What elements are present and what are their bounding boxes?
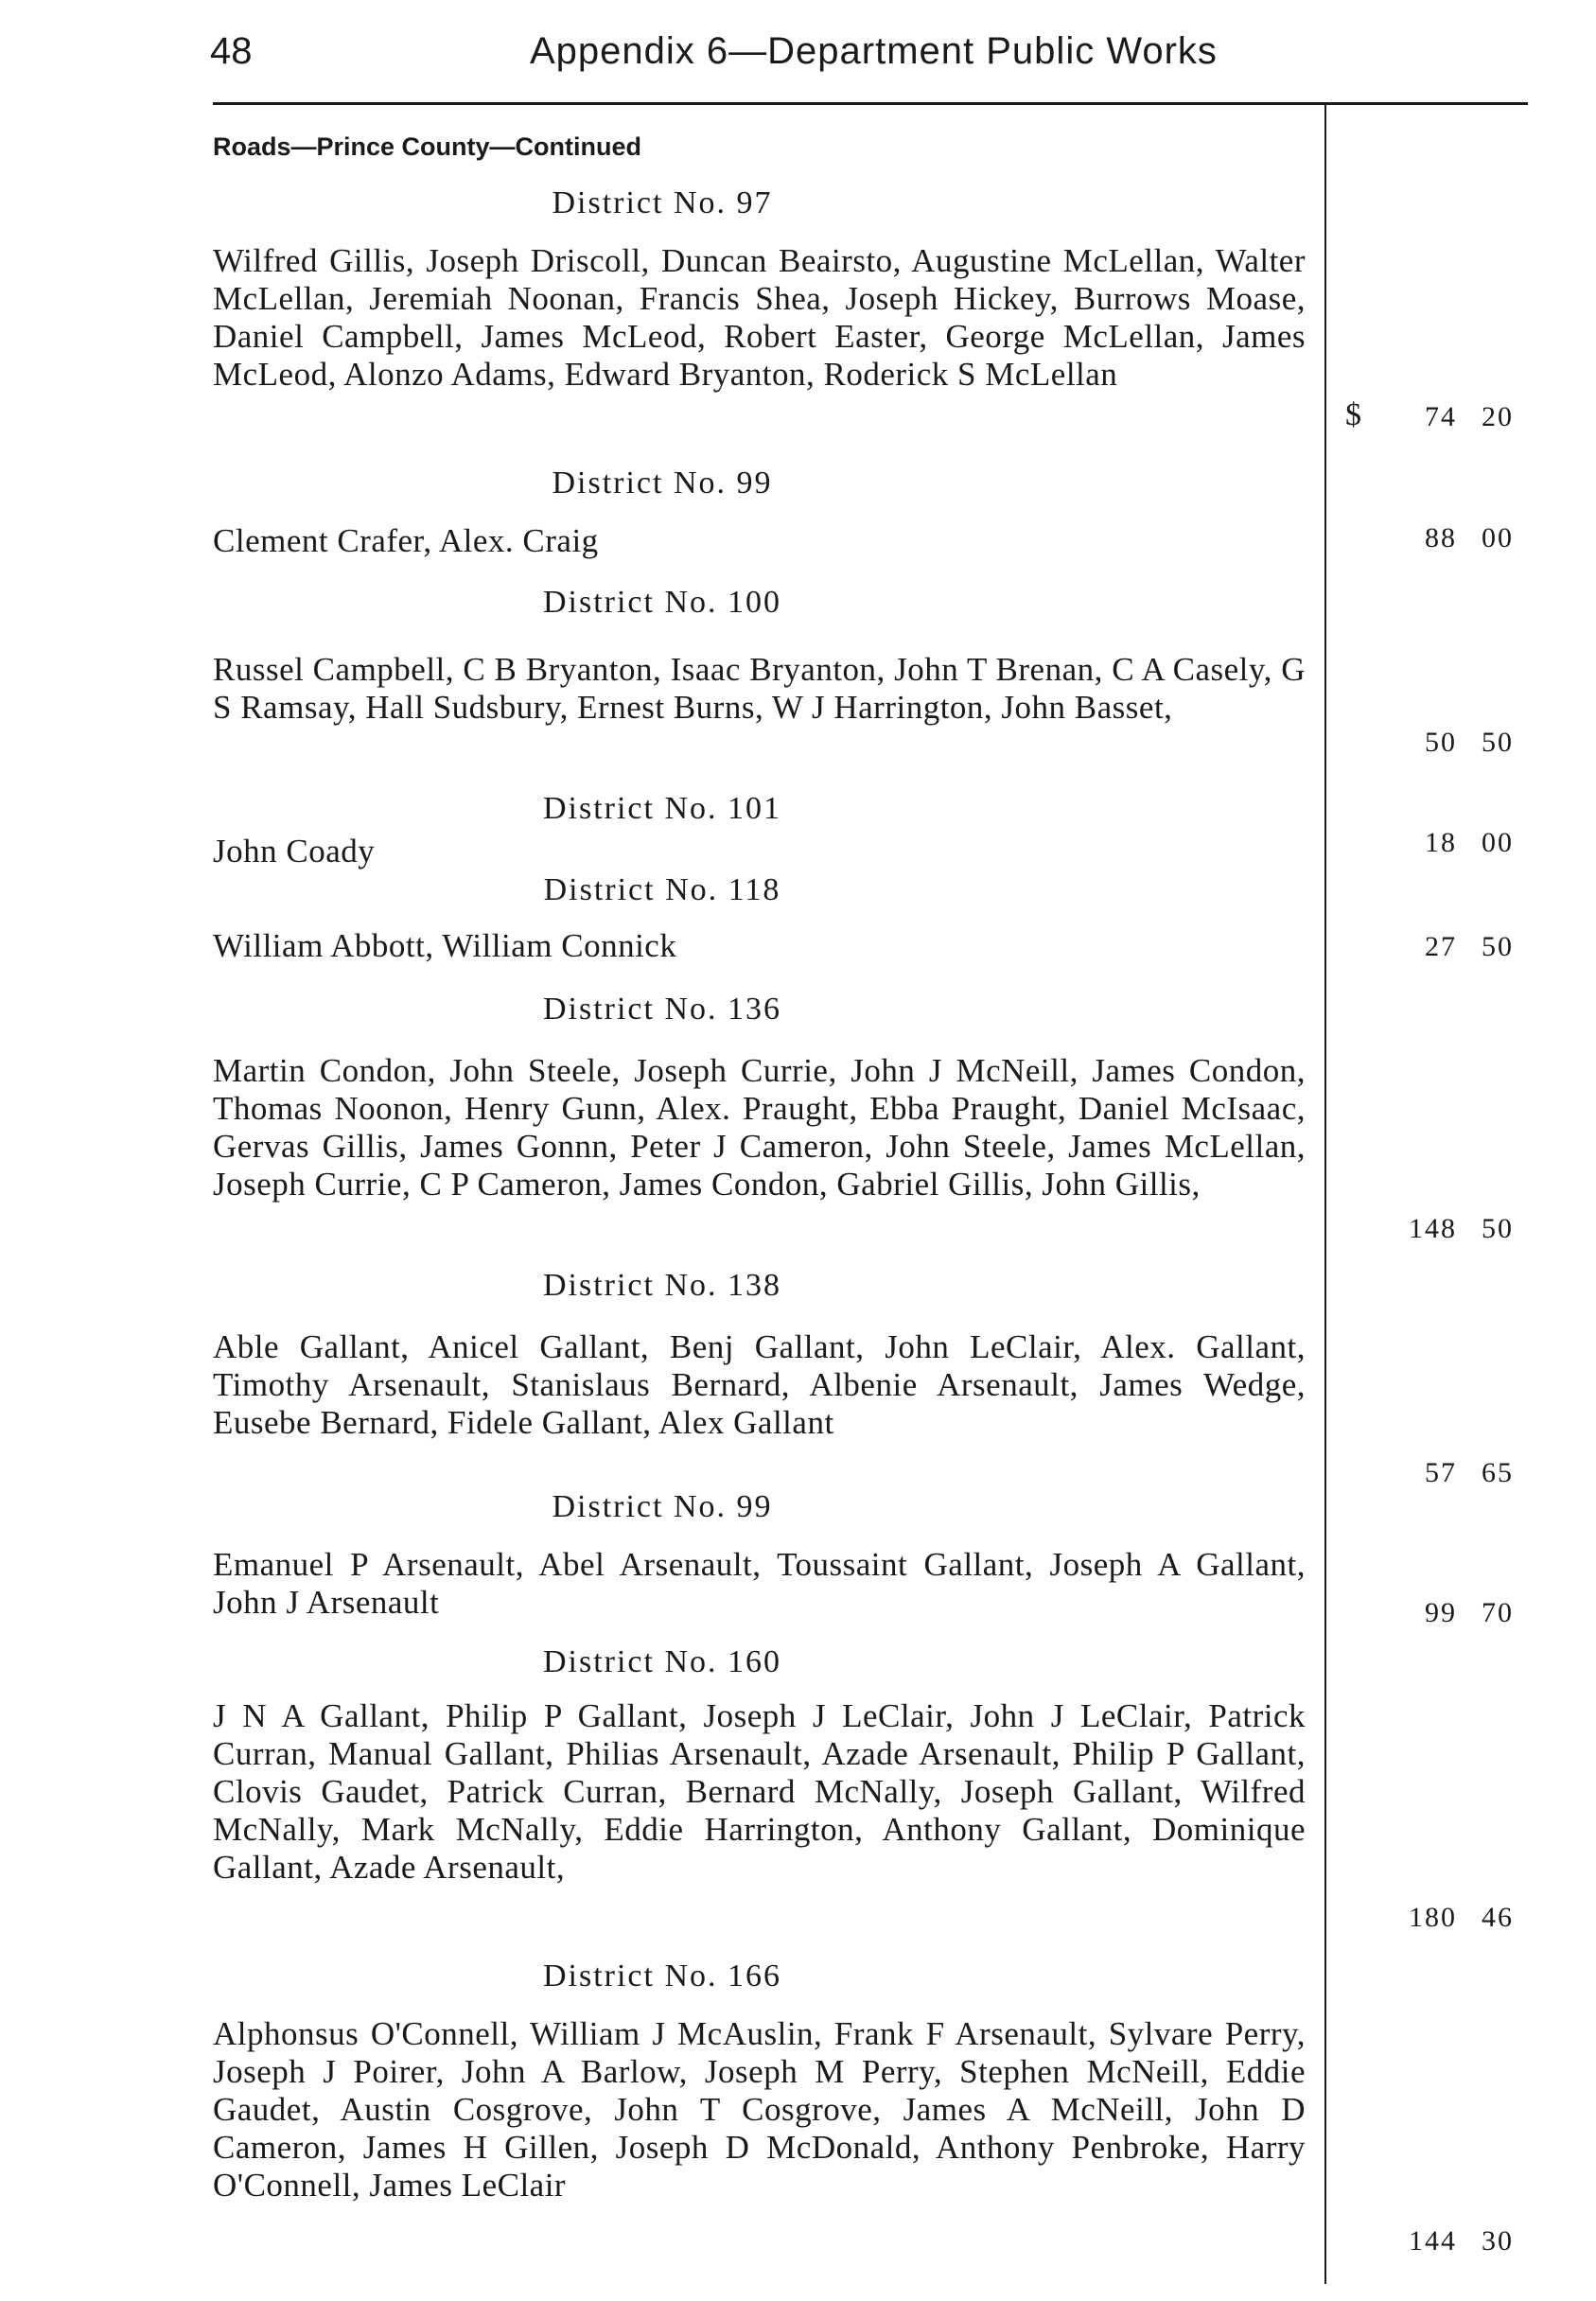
district-heading: District No. 99 (552, 1489, 773, 1524)
amount-dollars: 50 (1425, 727, 1457, 758)
amount-cents: 70 (1482, 1597, 1514, 1628)
names-paragraph: Alphonsus O'Connell, William J McAuslin, Frank F Arsenault, Sylvare Perry, Joseph J Poirer, John A Barlow, Joseph M Perry, Stephen McNeill, Eddie Gaudet, Austin Cosgrove, John T Cosgrove, James A McNeill, John D Cameron, James H Gillen, Joseph D McDonald, Anthony Penbroke, Harry O'Connell, James LeClair (213, 2015, 1306, 2204)
district-heading: District No. 101 (542, 791, 782, 826)
amount-dollars: 180 (1409, 1902, 1457, 1933)
amount-cents: 50 (1482, 727, 1514, 758)
page-number: 48 (210, 30, 253, 72)
names-paragraph: Russel Campbell, C B Bryanton, Isaac Bryanton, John T Brenan, C A Casely, G S Ramsay, Hall Sudsbury, Ernest Burns, W J Harrington, John Basset, (213, 651, 1306, 726)
amount-dollars: 148 (1409, 1213, 1457, 1244)
district-heading: District No. 166 (542, 1958, 782, 1994)
amount (1391, 401, 1523, 433)
amount (1391, 1902, 1523, 1934)
section-title: Roads—Prince County—Continued (213, 132, 642, 161)
amount-dollars: 57 (1425, 1457, 1457, 1488)
amount-cents: 50 (1482, 1213, 1514, 1244)
amount-dollars: 99 (1425, 1597, 1457, 1628)
amount (1391, 827, 1523, 859)
amount (1391, 1597, 1523, 1629)
amount-cents: 46 (1482, 1902, 1514, 1933)
district-heading: District No. 100 (542, 585, 782, 620)
amount-cents: 30 (1482, 2225, 1514, 2257)
names-paragraph: William Abbott, William Connick (213, 927, 677, 964)
amount-dollars: 27 (1425, 931, 1457, 962)
amount-dollars: 88 (1425, 522, 1457, 553)
amount-column-rule (1324, 102, 1326, 2284)
amount (1391, 2225, 1523, 2257)
amount (1391, 1457, 1523, 1489)
amount-cents: 50 (1482, 931, 1514, 962)
names-paragraph: Emanuel P Arsenault, Abel Arsenault, Toussaint Gallant, Joseph A Gallant, John J Arsenault (213, 1546, 1306, 1621)
district-heading: District No. 97 (552, 185, 773, 220)
amount (1391, 1213, 1523, 1245)
header-rule (213, 102, 1528, 105)
amount-dollars: 74 (1425, 401, 1457, 432)
district-heading: District No. 160 (542, 1644, 782, 1679)
currency-symbol: $ (1345, 397, 1361, 432)
names-paragraph: John Coady (213, 833, 376, 869)
amount (1391, 727, 1523, 759)
names-paragraph: Martin Condon, John Steele, Joseph Currie, John J McNeill, James Condon, Thomas Noonon, Henry Gunn, Alex. Praught, Ebba Praught, Daniel McIsaac, Gervas Gillis, James Gonnn, Peter J Cameron, John Steele, James McLellan, Joseph Currie, C P Cameron, James Condon, Gabriel Gillis, John Gillis, (213, 1052, 1306, 1203)
amount-cents: 00 (1482, 522, 1514, 553)
amount-dollars: 18 (1425, 827, 1457, 858)
names-paragraph: Wilfred Gillis, Joseph Driscoll, Duncan Beairsto, Augustine McLellan, Walter McLellan, Jeremiah Noonan, Francis Shea, Joseph Hickey, Burrows Moase, Daniel Campbell, James McLeod, Robert Easter, George McLellan, James McLeod, Alonzo Adams, Edward Bryanton, Roderick S McLellan (213, 242, 1306, 393)
amount-cents: 20 (1482, 401, 1514, 432)
amount (1391, 522, 1523, 554)
district-heading: District No. 138 (542, 1268, 782, 1303)
names-paragraph: J N A Gallant, Philip P Gallant, Joseph J LeClair, John J LeClair, Patrick Curran, Manual Gallant, Philias Arsenault, Azade Arsenault, Philip P Gallant, Clovis Gaudet, Patrick Curran, Bernard McNally, Joseph Gallant, Wilfred McNally, Mark McNally, Eddie Harrington, Anthony Gallant, Dominique Gallant, Azade Arsenault, (213, 1697, 1306, 1886)
district-heading: District No. 99 (552, 465, 773, 501)
amount-cents: 00 (1482, 827, 1514, 858)
names-paragraph: Able Gallant, Anicel Gallant, Benj Gallant, John LeClair, Alex. Gallant, Timothy Arsenault, Stanislaus Bernard, Albenie Arsenault, James Wedge, Eusebe Bernard, Fidele Gallant, Alex Gallant (213, 1328, 1306, 1441)
district-heading: District No. 118 (543, 872, 781, 907)
amount-dollars: 144 (1409, 2225, 1457, 2257)
amount-cents: 65 (1482, 1457, 1514, 1488)
names-paragraph: Clement Crafer, Alex. Craig (213, 522, 599, 559)
amount (1391, 931, 1523, 963)
district-heading: District No. 136 (542, 992, 782, 1027)
page-title: Appendix 6—Department Public Works (530, 30, 1218, 72)
